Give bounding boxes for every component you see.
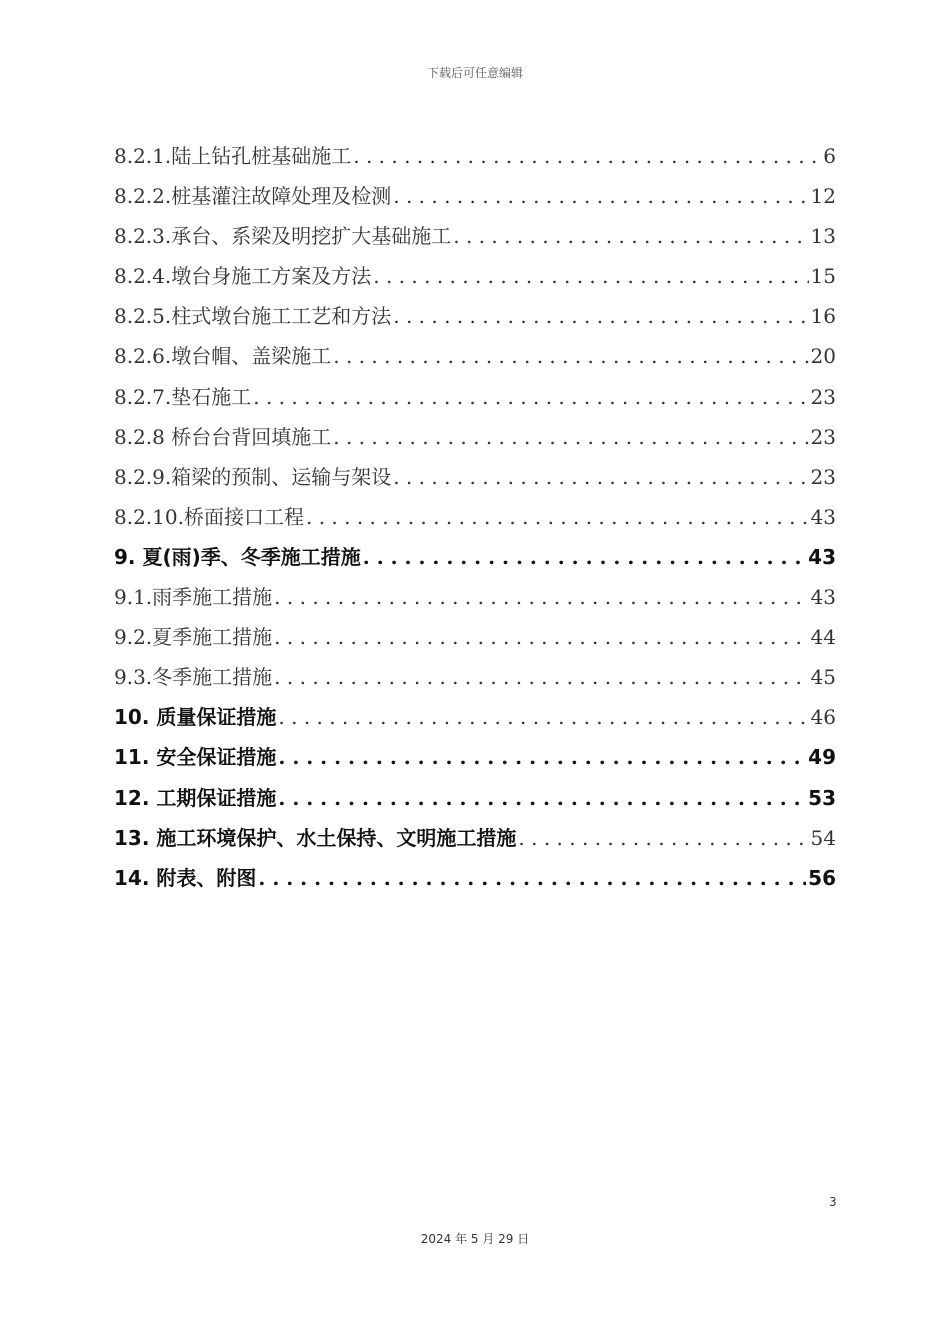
toc-dot-leader bbox=[453, 221, 808, 251]
toc-entry-title: 11. 安全保证措施 bbox=[114, 745, 277, 770]
toc-entry-title: 8.2.7.垫石施工 bbox=[114, 384, 252, 409]
toc-dot-leader bbox=[363, 542, 806, 572]
toc-entry-page: 16 bbox=[810, 304, 836, 329]
toc-entry-page: 54 bbox=[810, 825, 836, 850]
toc-entry-page: 46 bbox=[810, 705, 836, 730]
toc-dot-leader bbox=[278, 702, 808, 732]
toc-entry-page: 44 bbox=[810, 625, 836, 650]
toc-dot-leader bbox=[333, 341, 808, 371]
toc-entry-title: 8.2.6.墩台帽、盖梁施工 bbox=[114, 344, 332, 369]
toc-entry[interactable] bbox=[114, 783, 836, 823]
toc-entry-page: 23 bbox=[810, 464, 836, 489]
toc-dot-leader bbox=[274, 662, 808, 692]
toc-entry[interactable] bbox=[114, 181, 836, 221]
table-of-contents bbox=[114, 141, 836, 903]
toc-dot-leader bbox=[306, 502, 809, 532]
toc-dot-leader bbox=[393, 462, 808, 492]
toc-dot-leader bbox=[393, 301, 808, 331]
toc-entry[interactable] bbox=[114, 702, 836, 742]
toc-entry[interactable] bbox=[114, 823, 836, 863]
toc-entry-page: 23 bbox=[810, 384, 836, 409]
toc-dot-leader bbox=[278, 783, 806, 813]
toc-entry[interactable] bbox=[114, 382, 836, 422]
toc-dot-leader bbox=[333, 422, 808, 452]
toc-entry-title: 9.1.雨季施工措施 bbox=[114, 585, 273, 610]
toc-entry-title: 8.2.9.箱梁的预制、运输与架设 bbox=[114, 464, 392, 489]
toc-entry[interactable] bbox=[114, 582, 836, 622]
toc-entry-page: 53 bbox=[808, 785, 836, 810]
toc-entry-title: 8.2.2.桩基灌注故障处理及检测 bbox=[114, 184, 392, 209]
toc-entry[interactable] bbox=[114, 341, 836, 381]
toc-entry-page: 23 bbox=[810, 424, 836, 449]
toc-entry-page: 43 bbox=[810, 504, 836, 529]
toc-entry-page: 15 bbox=[810, 264, 836, 289]
toc-entry-title: 8.2.1.陆上钻孔桩基础施工 bbox=[114, 144, 352, 168]
toc-dot-leader bbox=[278, 742, 806, 772]
toc-entry[interactable] bbox=[114, 662, 836, 702]
toc-entry-page: 43 bbox=[808, 544, 836, 569]
toc-entry-page: 6 bbox=[823, 144, 836, 168]
toc-entry-page: 45 bbox=[810, 665, 836, 690]
toc-entry-title: 8.2.3.承台、系梁及明挖扩大基础施工 bbox=[114, 224, 452, 249]
toc-dot-leader bbox=[274, 622, 808, 652]
toc-entry-title: 8.2.5.柱式墩台施工工艺和方法 bbox=[114, 304, 392, 329]
toc-dot-leader bbox=[393, 181, 808, 211]
toc-dot-leader bbox=[258, 863, 806, 893]
toc-entry[interactable] bbox=[114, 863, 836, 903]
toc-entry[interactable] bbox=[114, 422, 836, 462]
toc-entry[interactable] bbox=[114, 742, 836, 782]
toc-entry-title: 10. 质量保证措施 bbox=[114, 705, 277, 730]
toc-entry-title: 12. 工期保证措施 bbox=[114, 785, 277, 810]
toc-entry[interactable] bbox=[114, 141, 836, 181]
toc-entry[interactable] bbox=[114, 542, 836, 582]
toc-entry[interactable] bbox=[114, 622, 836, 662]
toc-dot-leader bbox=[253, 382, 808, 412]
toc-entry[interactable] bbox=[114, 261, 836, 301]
toc-entry-title: 8.2.10.桥面接口工程 bbox=[114, 504, 304, 529]
toc-entry[interactable] bbox=[114, 502, 836, 542]
toc-entry[interactable] bbox=[114, 221, 836, 261]
toc-dot-leader bbox=[353, 141, 821, 171]
toc-entry-title: 9.2.夏季施工措施 bbox=[114, 625, 273, 650]
toc-entry-title: 9.3.冬季施工措施 bbox=[114, 665, 273, 690]
page-header: 下载后可任意编辑 bbox=[426, 66, 523, 80]
toc-entry-page: 20 bbox=[810, 344, 836, 369]
toc-dot-leader bbox=[274, 582, 808, 612]
toc-entry-page: 43 bbox=[810, 585, 836, 610]
toc-entry-page: 13 bbox=[810, 224, 836, 249]
toc-entry[interactable] bbox=[114, 301, 836, 341]
page-number: 3 bbox=[829, 1195, 837, 1209]
toc-entry-page: 12 bbox=[810, 184, 836, 209]
page-footer-date: 2024 年 5 月 29 日 bbox=[420, 1232, 530, 1246]
toc-entry-title: 13. 施工环境保护、水土保持、文明施工措施 bbox=[114, 825, 517, 850]
toc-entry[interactable] bbox=[114, 462, 836, 502]
toc-dot-leader bbox=[518, 823, 808, 853]
toc-entry-title: 8.2.8 桥台台背回填施工 bbox=[114, 424, 332, 449]
toc-entry-title: 9. 夏(雨)季、冬季施工措施 bbox=[114, 544, 361, 569]
toc-entry-page: 49 bbox=[808, 745, 836, 770]
toc-dot-leader bbox=[373, 261, 808, 291]
toc-entry-page: 56 bbox=[808, 865, 836, 890]
toc-entry-title: 8.2.4.墩台身施工方案及方法 bbox=[114, 264, 372, 289]
toc-entry-title: 14. 附表、附图 bbox=[114, 865, 257, 890]
